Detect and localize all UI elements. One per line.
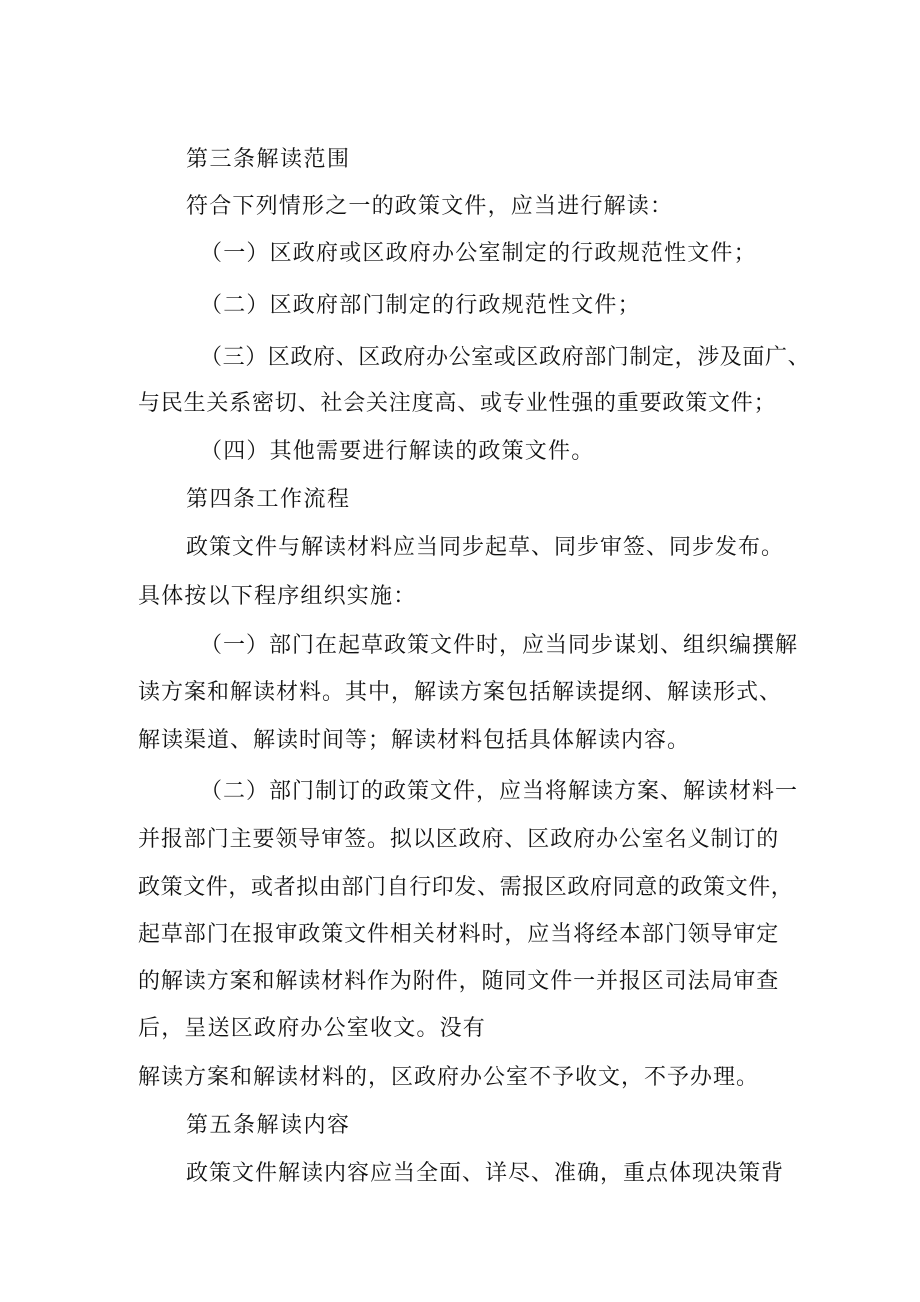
paragraph-line: 后，呈送区政府办公室收文。没有 [138, 1016, 487, 1041]
paragraph-line: 政策文件解读内容应当全面、详尽、准确，重点体现决策背 [186, 1161, 785, 1186]
paragraph-line: 政策文件与解读材料应当同步起草、同步审签、同步发布。 [186, 535, 785, 560]
paragraph-line: （二）部门制订的政策文件，应当将解读方案、解读材料一 [200, 779, 799, 804]
list-item-4: （四）其他需要进行解读的政策文件。 [200, 439, 595, 464]
paragraph-line: 并报部门主要领导审签。拟以区政府、区政府办公室名义制订的 [138, 827, 780, 852]
paragraph-line: 解读渠道、解读时间等；解读材料包括具体解读内容。 [138, 728, 691, 753]
paragraph-line: 政策文件，或者拟由部门自行印发、需报区政府同意的政策文件， [138, 875, 794, 900]
list-item-3: （三）区政府、区政府办公室或区政府部门制定，涉及面广、 [200, 345, 811, 370]
paragraph-line: 解读方案和解读材料的，区政府办公室不予收文，不予办理。 [138, 1065, 760, 1090]
paragraph-line: 符合下列情形之一的政策文件，应当进行解读： [186, 194, 674, 219]
list-item-2: （二）区政府部门制定的行政规范性文件； [200, 293, 641, 318]
paragraph-line: 起草部门在报审政策文件相关材料时，应当将经本部门领导审定 [138, 922, 780, 947]
article-3-heading: 第三条解读范围 [186, 147, 351, 172]
paragraph-line: （一）部门在起草政策文件时，应当同步谋划、组织编撰解 [200, 633, 799, 658]
paragraph-line: 与民生关系密切、社会关注度高、或专业性强的重要政策文件； [138, 391, 777, 416]
article-4-heading: 第四条工作流程 [186, 487, 351, 512]
paragraph-line: 的解读方案和解读材料作为附件，随同文件一并报区司法局审查 [138, 969, 780, 994]
article-5-heading: 第五条解读内容 [186, 1113, 351, 1138]
paragraph-line: 具体按以下程序组织实施： [138, 584, 417, 609]
paragraph-line: 读方案和解读材料。其中，解读方案包括解读提纲、解读形式、 [138, 680, 783, 705]
list-item-1: （一）区政府或区政府办公室制定的行政规范性文件； [200, 241, 757, 266]
